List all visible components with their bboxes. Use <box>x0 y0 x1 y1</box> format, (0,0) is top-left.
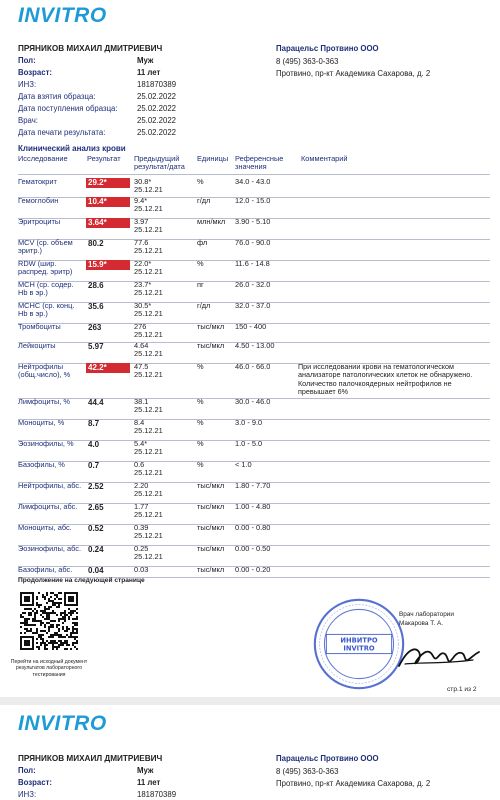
reference-range: 32.0 - 37.0 <box>235 301 271 310</box>
result-value: 28.6 <box>88 281 104 290</box>
units: тыс/мкл <box>197 481 225 490</box>
test-name: Эозинофилы, абс. <box>18 544 81 553</box>
reference-range: 76.0 - 90.0 <box>235 238 271 247</box>
test-name: Эозинофилы, % <box>18 439 74 448</box>
units: % <box>197 439 204 448</box>
units: тыс/мкл <box>197 341 225 350</box>
reference-range: 0.00 - 0.50 <box>235 544 271 553</box>
test-name: RDW (шир. распред. эритр) <box>18 259 73 277</box>
previous-date: 25.12.21 <box>134 267 163 277</box>
lab-address: Протвино, пр-кт Академика Сахарова, д. 2 <box>276 69 431 78</box>
units: г/дл <box>197 301 211 310</box>
field-label-age-page2: Возраст: <box>18 778 53 787</box>
field-label-doctor: Врач: <box>18 116 38 125</box>
reference-range: 1.00 - 4.80 <box>235 502 271 511</box>
previous-date: 25.12.21 <box>134 204 163 214</box>
previous-result: 3.97 <box>134 217 149 226</box>
units: тыс/мкл <box>197 322 225 331</box>
test-name: Тромбоциты <box>18 322 61 331</box>
previous-date: 25.12.21 <box>134 447 163 457</box>
previous-date: 25.12.21 <box>134 405 163 415</box>
stamp-text-ru: ИНВИТРО <box>340 636 378 645</box>
test-name: Гематокрит <box>18 177 57 186</box>
reference-range: 46.0 - 66.0 <box>235 362 271 371</box>
previous-result: 38.1 <box>134 397 149 406</box>
previous-result: 0.25 <box>134 544 149 553</box>
result-value: 35.6 <box>88 302 104 311</box>
reference-range: 1.0 - 5.0 <box>235 439 263 448</box>
previous-result: 4.64 <box>134 341 149 350</box>
page-separator <box>0 697 500 705</box>
result-value: 8.7 <box>88 419 100 428</box>
previous-result: 5.4* <box>134 439 148 448</box>
field-value-inz: 181870389 <box>137 80 177 89</box>
header-reference: Референсные значения <box>235 154 284 172</box>
result-value: 0.7 <box>88 461 100 470</box>
previous-date: 25.12.21 <box>134 246 163 256</box>
reference-range: 150 - 400 <box>235 322 267 331</box>
units: г/дл <box>197 196 211 205</box>
units: тыс/мкл <box>197 544 225 553</box>
previous-date: 25.12.21 <box>134 185 163 195</box>
field-label-sex: Пол: <box>18 56 36 65</box>
reference-range: 3.90 - 5.10 <box>235 217 271 226</box>
reference-range: 26.0 - 32.0 <box>235 280 271 289</box>
result-value: 4.0 <box>88 440 100 449</box>
previous-result: 23.7* <box>134 280 152 289</box>
units: тыс/мкл <box>197 523 225 532</box>
table-header-divider <box>18 174 490 175</box>
patient-name: ПРЯНИКОВ МИХАИЛ ДМИТРИЕВИЧ <box>18 44 163 53</box>
reference-range: < 1.0 <box>235 460 252 469</box>
previous-date: 25.12.21 <box>134 552 163 562</box>
result-value: 10.4* <box>86 197 130 207</box>
reference-range: 3.0 - 9.0 <box>235 418 263 427</box>
field-value-sample-date: 25.02.2022 <box>137 92 177 101</box>
test-name: MCHC (ср. конц. Hb в эр.) <box>18 301 75 319</box>
test-name: Лейкоциты <box>18 341 56 350</box>
previous-date: 25.12.21 <box>134 531 163 541</box>
test-name: MCH (ср. содер. Hb в эр.) <box>18 280 74 298</box>
field-value-doctor: 25.02.2022 <box>137 116 177 125</box>
reference-range: 11.6 - 14.8 <box>235 259 270 268</box>
previous-result: 22.0* <box>134 259 152 268</box>
result-value: 0.24 <box>88 545 104 554</box>
field-label-sample-date: Дата взятия образца: <box>18 92 96 101</box>
reference-range: 12.0 - 15.0 <box>235 196 271 205</box>
patient-name-page2: ПРЯНИКОВ МИХАИЛ ДМИТРИЕВИЧ <box>18 754 163 763</box>
previous-date: 25.12.21 <box>134 426 163 436</box>
result-value: 2.52 <box>88 482 104 491</box>
units: млн/мкл <box>197 217 226 226</box>
previous-date: 25.12.21 <box>134 288 163 298</box>
previous-date: 25.12.21 <box>134 349 163 359</box>
previous-result: 9.4* <box>134 196 148 205</box>
units: пг <box>197 280 204 289</box>
invitro-logo-page2: INVITRO <box>18 712 107 735</box>
units: фл <box>197 238 208 247</box>
field-value-inz-page2: 181870389 <box>137 790 177 799</box>
header-comment: Комментарий <box>301 154 348 163</box>
header-result: Результат <box>87 154 121 163</box>
result-value: 44.4 <box>88 398 104 407</box>
previous-date: 25.12.21 <box>134 468 163 478</box>
reference-range: 1.80 - 7.70 <box>235 481 271 490</box>
result-value: 80.2 <box>88 239 104 248</box>
previous-date: 25.12.21 <box>134 510 163 520</box>
test-name: MCV (ср. объем эритр.) <box>18 238 73 256</box>
test-name: Лимфоциты, % <box>18 397 70 406</box>
field-value-print-date: 25.02.2022 <box>137 128 177 137</box>
previous-result: 30.5* <box>134 301 152 310</box>
previous-date: 25.12.21 <box>134 309 163 319</box>
continued-note: Продолжение на следующей странице <box>18 577 145 584</box>
reference-range: 34.0 - 43.0 <box>235 177 271 186</box>
invitro-logo: INVITRO <box>18 4 107 27</box>
previous-result: 1.77 <box>134 502 149 511</box>
previous-result: 77.6 <box>134 238 149 247</box>
units: % <box>197 259 204 268</box>
test-name: Гемоглобин <box>18 196 59 205</box>
previous-result: 276 <box>134 322 147 331</box>
doctor-name: Макарова Т. А. <box>399 620 443 627</box>
result-value: 263 <box>88 323 102 332</box>
units: тыс/мкл <box>197 565 225 574</box>
test-name: Нейтрофилы, абс. <box>18 481 82 490</box>
header-units: Единицы <box>197 154 229 163</box>
result-value: 5.97 <box>88 342 104 351</box>
field-label-inz-page2: ИНЗ: <box>18 790 37 799</box>
qr-caption: Перейти на исходный документ результатов лабораторного тестирования <box>10 659 88 678</box>
qr-code-icon[interactable] <box>20 592 78 650</box>
test-name: Лимфоциты, абс. <box>18 502 78 511</box>
header-test: Исследование <box>18 154 68 163</box>
reference-range: 30.0 - 46.0 <box>235 397 271 406</box>
header-previous: Предыдущий результат/дата <box>134 154 185 172</box>
units: % <box>197 362 204 371</box>
result-value: 15.9* <box>86 260 130 270</box>
result-value: 0.04 <box>88 566 104 575</box>
field-label-print-date: Дата печати результата: <box>18 128 106 137</box>
signature-icon <box>393 640 485 672</box>
result-value: 29.2* <box>86 178 130 188</box>
field-label-receipt-date: Дата поступления образца: <box>18 104 118 113</box>
section-title: Клинический анализ крови <box>18 144 126 153</box>
previous-result: 47.5 <box>134 362 149 371</box>
lab-address-page2: Протвино, пр-кт Академика Сахарова, д. 2 <box>276 779 431 788</box>
field-value-age: 11 лет <box>137 68 161 77</box>
result-value: 42.2* <box>86 363 130 373</box>
test-name: Эритроциты <box>18 217 61 226</box>
field-label-age: Возраст: <box>18 68 53 77</box>
previous-result: 8.4 <box>134 418 145 427</box>
previous-date: 25.12.21 <box>134 330 163 340</box>
field-label-sex-page2: Пол: <box>18 766 36 775</box>
lab-name: Парацельс Протвино ООО <box>276 44 379 53</box>
comment: При исследовании крови на гематологическом анализаторе патологических клеток не обнаружено. Количество палочкоядерных нейтрофилов не превышает 6% <box>298 362 473 396</box>
previous-result: 2.20 <box>134 481 149 490</box>
field-label-inz: ИНЗ: <box>18 80 37 89</box>
previous-date: 25.12.21 <box>134 489 163 499</box>
previous-result: 0.03 <box>134 565 149 574</box>
units: тыс/мкл <box>197 502 225 511</box>
test-name: Нейтрофилы (общ.число), % <box>18 362 71 380</box>
result-value: 3.64* <box>86 218 130 228</box>
lab-phone-page2: 8 (495) 363-0-363 <box>276 767 339 776</box>
previous-result: 30.8* <box>134 177 152 186</box>
test-name: Моноциты, % <box>18 418 65 427</box>
result-value: 0.52 <box>88 524 104 533</box>
reference-range: 0.00 - 0.20 <box>235 565 271 574</box>
units: % <box>197 397 204 406</box>
field-value-sex: Муж <box>137 56 154 65</box>
test-name: Моноциты, абс. <box>18 523 72 532</box>
units: % <box>197 418 204 427</box>
previous-result: 0.39 <box>134 523 149 532</box>
previous-result: 0.6 <box>134 460 145 469</box>
page-number: стр.1 из 2 <box>447 686 477 693</box>
test-name: Базофилы, абс. <box>18 565 73 574</box>
field-value-receipt-date: 25.02.2022 <box>137 104 177 113</box>
stamp-text-en: INVITRO <box>343 644 375 653</box>
field-value-sex-page2: Муж <box>137 766 154 775</box>
lab-phone: 8 (495) 363-0-363 <box>276 57 339 66</box>
units: % <box>197 177 204 186</box>
units: % <box>197 460 204 469</box>
test-name: Базофилы, % <box>18 460 65 469</box>
result-value: 2.65 <box>88 503 104 512</box>
field-value-age-page2: 11 лет <box>137 778 161 787</box>
lab-name-page2: Парацельс Протвино ООО <box>276 754 379 763</box>
reference-range: 0.00 - 0.80 <box>235 523 271 532</box>
previous-date: 25.12.21 <box>134 225 163 235</box>
previous-date: 25.12.21 <box>134 370 163 380</box>
reference-range: 4.50 - 13.00 <box>235 341 275 350</box>
doctor-title: Врач лаборатории <box>399 611 454 618</box>
